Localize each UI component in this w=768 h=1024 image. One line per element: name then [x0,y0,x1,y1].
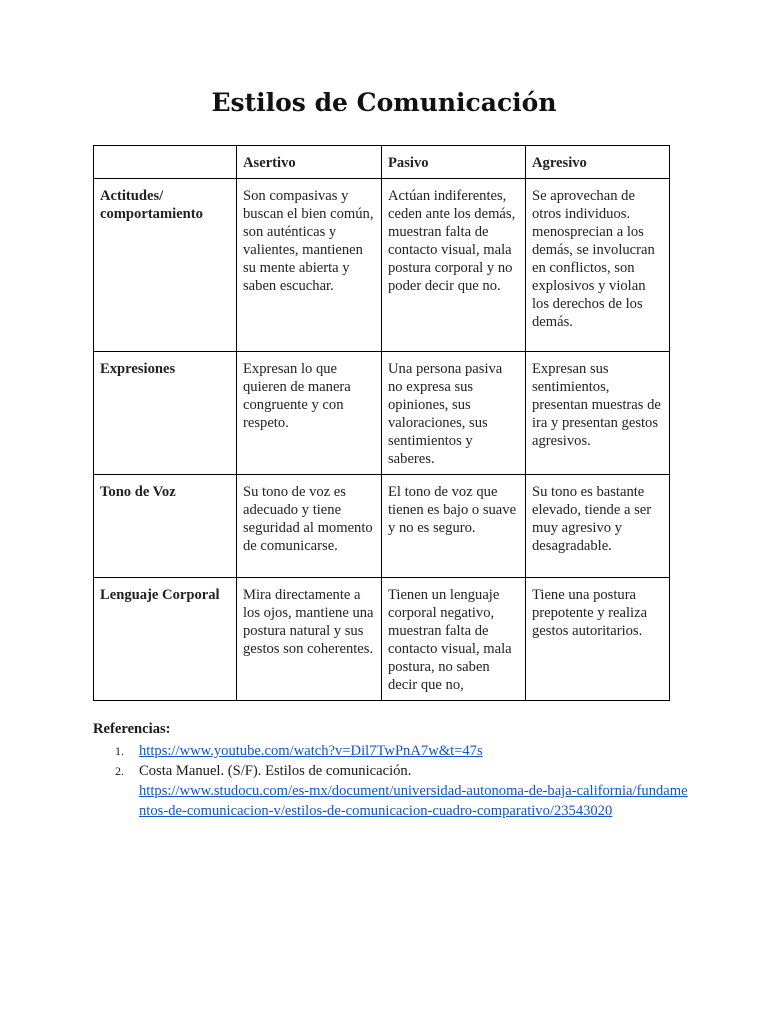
table-cell: Tienen un lenguaje corporal negativo, muestran falta de contacto visual, mala postura, no saben decir que no, [382,578,526,701]
document-title: Estilos de Comunicación [211,88,557,117]
row-label: Tono de Voz [94,475,237,578]
reference-number: 2. [115,764,124,778]
row-label: Expresiones [94,352,237,475]
reference-link[interactable]: https://www.studocu.com/es-mx/document/universidad-autonoma-de-baja-california/fundamentos-de-comunicacion-v/estilos-de-comunicacion-cuadro-comparativo/23543020 [139,783,688,819]
table-row [94,475,670,578]
table-cell: Una persona pasiva no expresa sus opiniones, sus valoraciones, sus sentimientos y saberes. [382,352,526,475]
table-header-row [94,146,670,179]
references-title: Referencias: [93,721,171,737]
header-cell-pasivo: Pasivo [382,146,526,179]
table-cell: Expresan lo que quieren de manera congruente y con respeto. [237,352,382,475]
table-cell: Actúan indiferentes, ceden ante los demás, muestran falta de contacto visual, mala postura corporal y no poder decir que no. [382,179,526,352]
reference-citation: Costa Manuel. (S/F). Estilos de comunicación. [139,763,412,779]
header-cell-empty [94,146,237,179]
table-cell: Su tono es bastante elevado, tiende a ser muy agresivo y desagradable. [526,475,670,578]
header-cell-asertivo: Asertivo [237,146,382,179]
table-cell: Son compasivas y buscan el bien común, son auténticas y valientes, mantienen su mente abierta y saben escuchar. [237,179,382,352]
reference-item [93,761,693,821]
communication-styles-table [93,145,670,701]
table-cell: Se aprovechan de otros individuos. menosprecian a los demás, se involucran en conflictos, son explosivos y violan los derechos de los demás. [526,179,670,352]
table-cell: Mira directamente a los ojos, mantiene una postura natural y sus gestos son coherentes. [237,578,382,701]
row-label: Actitudes/ comportamiento [94,179,237,352]
table-row [94,352,670,475]
reference-item [93,741,693,761]
table-cell: El tono de voz que tienen es bajo o suave y no es seguro. [382,475,526,578]
table-cell: Su tono de voz es adecuado y tiene seguridad al momento de comunicarse. [237,475,382,578]
reference-number: 1. [115,744,124,758]
row-label: Lenguaje Corporal [94,578,237,701]
table-row [94,179,670,352]
header-cell-agresivo: Agresivo [526,146,670,179]
reference-link[interactable]: https://www.youtube.com/watch?v=Dil7TwPnA7w&t=47s [139,743,483,759]
table-cell: Expresan sus sentimientos, presentan muestras de ira y presentan gestos agresivos. [526,352,670,475]
table-row [94,578,670,701]
table-cell: Tiene una postura prepotente y realiza gestos autoritarios. [526,578,670,701]
references-section [93,719,693,821]
